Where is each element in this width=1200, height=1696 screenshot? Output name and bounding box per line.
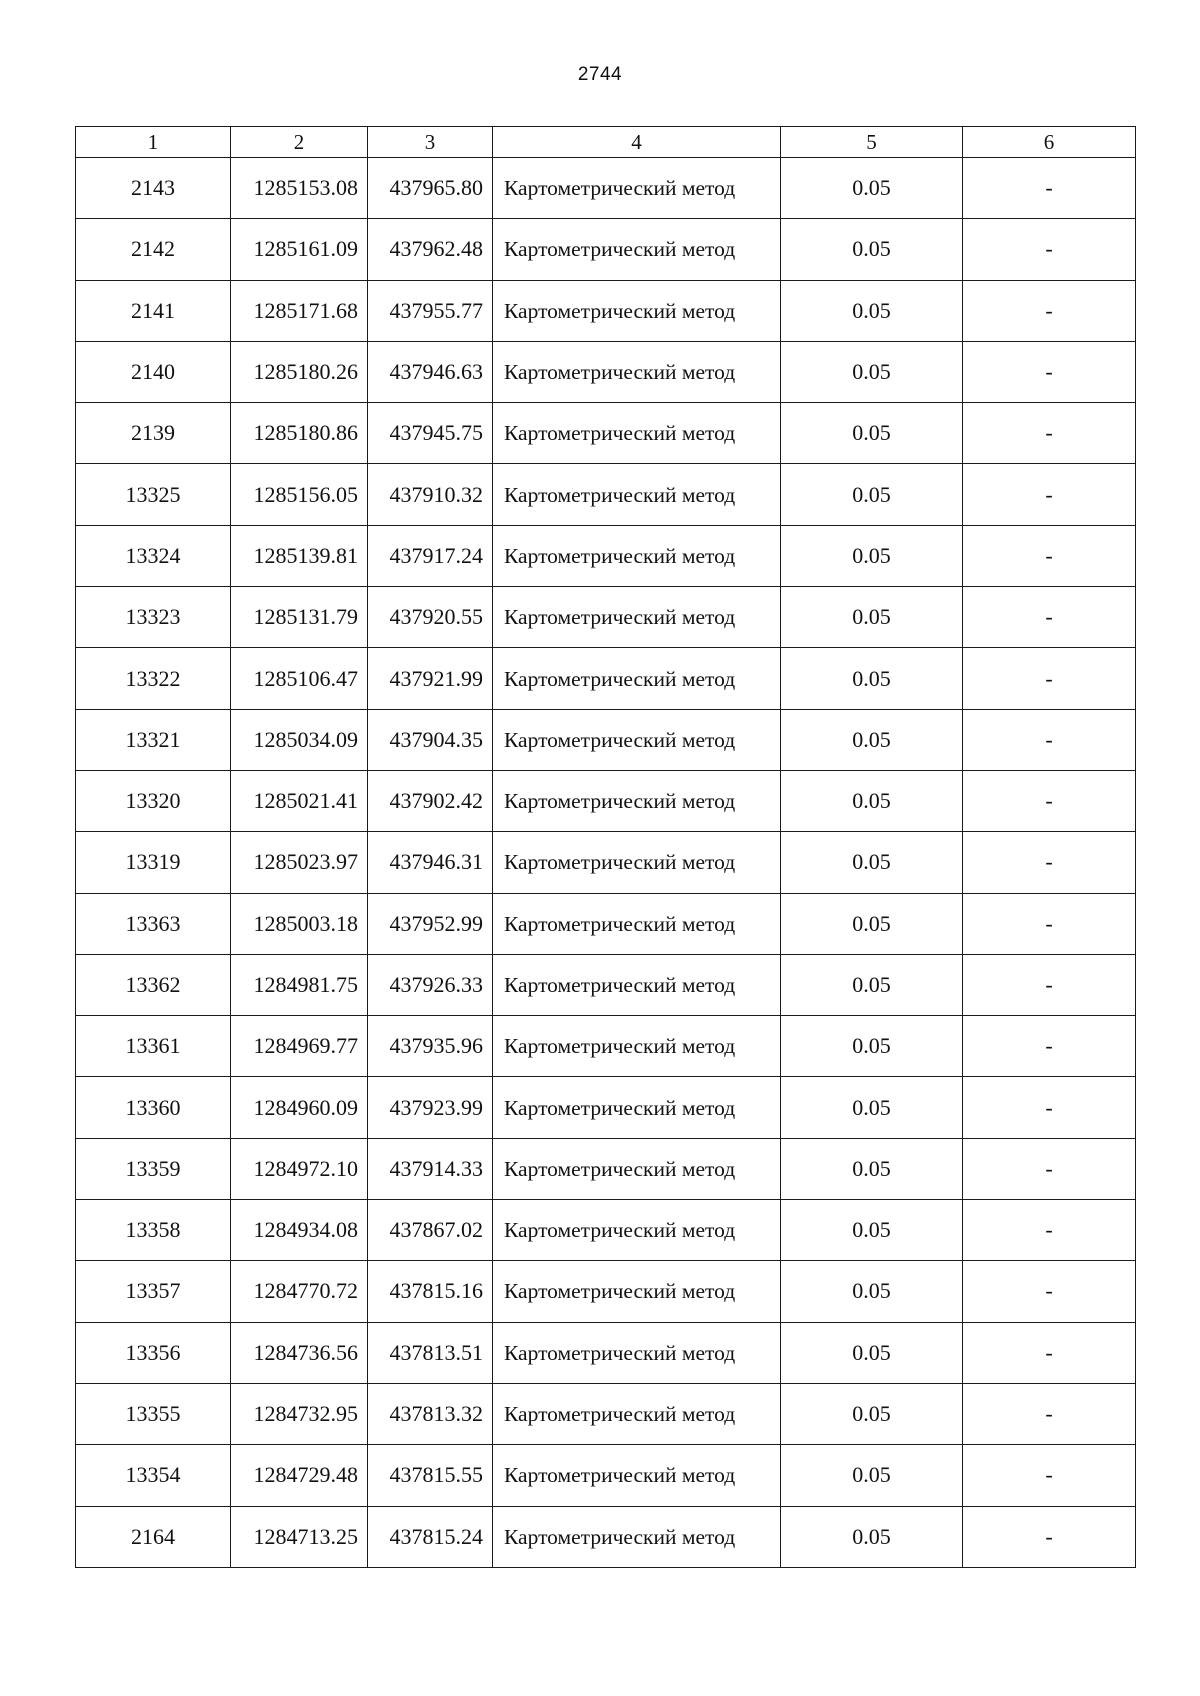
cell-note: - — [963, 1016, 1136, 1077]
cell-note: - — [963, 158, 1136, 219]
cell-accuracy: 0.05 — [781, 893, 963, 954]
cell-x-coordinate: 1284981.75 — [231, 954, 368, 1015]
table-row — [76, 1383, 1136, 1444]
cell-y-coordinate: 437917.24 — [368, 525, 493, 586]
cell-accuracy: 0.05 — [781, 1445, 963, 1506]
cell-method: Картометрический метод — [493, 648, 781, 709]
cell-point-number: 13363 — [76, 893, 231, 954]
cell-y-coordinate: 437815.55 — [368, 1445, 493, 1506]
table-body — [76, 158, 1136, 1568]
cell-x-coordinate: 1284960.09 — [231, 1077, 368, 1138]
cell-note: - — [963, 219, 1136, 280]
cell-x-coordinate: 1285021.41 — [231, 770, 368, 831]
cell-method: Картометрический метод — [493, 1383, 781, 1444]
cell-point-number: 13320 — [76, 770, 231, 831]
table-row — [76, 158, 1136, 219]
header-col-6: 6 — [963, 127, 1136, 158]
cell-note: - — [963, 1261, 1136, 1322]
cell-x-coordinate: 1284736.56 — [231, 1322, 368, 1383]
cell-note: - — [963, 1445, 1136, 1506]
cell-x-coordinate: 1285156.05 — [231, 464, 368, 525]
cell-method: Картометрический метод — [493, 1261, 781, 1322]
cell-x-coordinate: 1285180.26 — [231, 341, 368, 402]
cell-method: Картометрический метод — [493, 1016, 781, 1077]
header-col-5: 5 — [781, 127, 963, 158]
cell-note: - — [963, 1138, 1136, 1199]
cell-point-number: 13356 — [76, 1322, 231, 1383]
cell-accuracy: 0.05 — [781, 1322, 963, 1383]
table-row — [76, 1445, 1136, 1506]
cell-note: - — [963, 587, 1136, 648]
cell-accuracy: 0.05 — [781, 954, 963, 1015]
cell-method: Картометрический метод — [493, 1506, 781, 1567]
table-row — [76, 464, 1136, 525]
cell-y-coordinate: 437902.42 — [368, 770, 493, 831]
cell-x-coordinate: 1284972.10 — [231, 1138, 368, 1199]
header-col-4: 4 — [493, 127, 781, 158]
header-col-3: 3 — [368, 127, 493, 158]
cell-accuracy: 0.05 — [781, 1261, 963, 1322]
cell-point-number: 13354 — [76, 1445, 231, 1506]
cell-method: Картометрический метод — [493, 770, 781, 831]
cell-accuracy: 0.05 — [781, 1016, 963, 1077]
cell-y-coordinate: 437815.16 — [368, 1261, 493, 1322]
cell-method: Картометрический метод — [493, 709, 781, 770]
table-row — [76, 893, 1136, 954]
table-row — [76, 1077, 1136, 1138]
cell-x-coordinate: 1285034.09 — [231, 709, 368, 770]
cell-point-number: 13361 — [76, 1016, 231, 1077]
cell-note: - — [963, 403, 1136, 464]
cell-method: Картометрический метод — [493, 341, 781, 402]
cell-point-number: 13362 — [76, 954, 231, 1015]
cell-note: - — [963, 1200, 1136, 1261]
cell-note: - — [963, 709, 1136, 770]
cell-method: Картометрический метод — [493, 587, 781, 648]
table-row — [76, 1322, 1136, 1383]
cell-point-number: 13359 — [76, 1138, 231, 1199]
cell-point-number: 13358 — [76, 1200, 231, 1261]
cell-x-coordinate: 1285139.81 — [231, 525, 368, 586]
cell-accuracy: 0.05 — [781, 464, 963, 525]
cell-x-coordinate: 1285023.97 — [231, 832, 368, 893]
cell-note: - — [963, 280, 1136, 341]
cell-x-coordinate: 1284934.08 — [231, 1200, 368, 1261]
table-row — [76, 1200, 1136, 1261]
cell-accuracy: 0.05 — [781, 709, 963, 770]
page-number: 2744 — [577, 64, 623, 85]
cell-x-coordinate: 1285153.08 — [231, 158, 368, 219]
table-row — [76, 1016, 1136, 1077]
cell-accuracy: 0.05 — [781, 1383, 963, 1444]
cell-point-number: 2140 — [76, 341, 231, 402]
cell-note: - — [963, 770, 1136, 831]
cell-point-number: 13323 — [76, 587, 231, 648]
cell-x-coordinate: 1284713.25 — [231, 1506, 368, 1567]
cell-accuracy: 0.05 — [781, 587, 963, 648]
cell-x-coordinate: 1285180.86 — [231, 403, 368, 464]
cell-method: Картометрический метод — [493, 1138, 781, 1199]
table-row — [76, 770, 1136, 831]
cell-point-number: 13319 — [76, 832, 231, 893]
cell-note: - — [963, 525, 1136, 586]
cell-accuracy: 0.05 — [781, 832, 963, 893]
table-row — [76, 341, 1136, 402]
cell-point-number: 2164 — [76, 1506, 231, 1567]
cell-point-number: 13325 — [76, 464, 231, 525]
cell-y-coordinate: 437965.80 — [368, 158, 493, 219]
cell-y-coordinate: 437935.96 — [368, 1016, 493, 1077]
cell-accuracy: 0.05 — [781, 648, 963, 709]
cell-point-number: 13355 — [76, 1383, 231, 1444]
header-col-2: 2 — [231, 127, 368, 158]
table-row — [76, 832, 1136, 893]
cell-y-coordinate: 437921.99 — [368, 648, 493, 709]
cell-method: Картометрический метод — [493, 219, 781, 280]
cell-method: Картометрический метод — [493, 280, 781, 341]
cell-note: - — [963, 832, 1136, 893]
cell-x-coordinate: 1285161.09 — [231, 219, 368, 280]
cell-x-coordinate: 1285106.47 — [231, 648, 368, 709]
cell-accuracy: 0.05 — [781, 341, 963, 402]
header-col-1: 1 — [76, 127, 231, 158]
cell-accuracy: 0.05 — [781, 219, 963, 280]
cell-point-number: 13357 — [76, 1261, 231, 1322]
cell-point-number: 13360 — [76, 1077, 231, 1138]
cell-note: - — [963, 893, 1136, 954]
cell-point-number: 13321 — [76, 709, 231, 770]
cell-accuracy: 0.05 — [781, 770, 963, 831]
cell-point-number: 13322 — [76, 648, 231, 709]
table-row — [76, 587, 1136, 648]
cell-y-coordinate: 437920.55 — [368, 587, 493, 648]
table-row — [76, 954, 1136, 1015]
cell-method: Картометрический метод — [493, 1322, 781, 1383]
cell-note: - — [963, 1077, 1136, 1138]
cell-x-coordinate: 1284729.48 — [231, 1445, 368, 1506]
table-row — [76, 525, 1136, 586]
cell-note: - — [963, 648, 1136, 709]
cell-method: Картометрический метод — [493, 1077, 781, 1138]
cell-point-number: 2143 — [76, 158, 231, 219]
cell-note: - — [963, 1506, 1136, 1567]
cell-method: Картометрический метод — [493, 832, 781, 893]
cell-y-coordinate: 437914.33 — [368, 1138, 493, 1199]
cell-y-coordinate: 437904.35 — [368, 709, 493, 770]
table-row — [76, 280, 1136, 341]
cell-y-coordinate: 437946.63 — [368, 341, 493, 402]
cell-point-number: 2141 — [76, 280, 231, 341]
cell-accuracy: 0.05 — [781, 1138, 963, 1199]
cell-y-coordinate: 437955.77 — [368, 280, 493, 341]
cell-method: Картометрический метод — [493, 893, 781, 954]
table-row — [76, 709, 1136, 770]
cell-x-coordinate: 1285131.79 — [231, 587, 368, 648]
cell-y-coordinate: 437813.51 — [368, 1322, 493, 1383]
cell-y-coordinate: 437867.02 — [368, 1200, 493, 1261]
cell-y-coordinate: 437952.99 — [368, 893, 493, 954]
cell-y-coordinate: 437946.31 — [368, 832, 493, 893]
cell-note: - — [963, 464, 1136, 525]
cell-point-number: 2139 — [76, 403, 231, 464]
coordinates-table — [75, 126, 1136, 1568]
cell-note: - — [963, 1322, 1136, 1383]
cell-y-coordinate: 437923.99 — [368, 1077, 493, 1138]
cell-note: - — [963, 341, 1136, 402]
cell-y-coordinate: 437926.33 — [368, 954, 493, 1015]
cell-accuracy: 0.05 — [781, 403, 963, 464]
cell-y-coordinate: 437962.48 — [368, 219, 493, 280]
cell-x-coordinate: 1285171.68 — [231, 280, 368, 341]
table-row — [76, 1506, 1136, 1567]
cell-point-number: 2142 — [76, 219, 231, 280]
cell-x-coordinate: 1284732.95 — [231, 1383, 368, 1444]
cell-note: - — [963, 954, 1136, 1015]
cell-y-coordinate: 437815.24 — [368, 1506, 493, 1567]
cell-accuracy: 0.05 — [781, 525, 963, 586]
cell-method: Картометрический метод — [493, 158, 781, 219]
table-row — [76, 1138, 1136, 1199]
cell-x-coordinate: 1284770.72 — [231, 1261, 368, 1322]
cell-method: Картометрический метод — [493, 525, 781, 586]
cell-method: Картометрический метод — [493, 1200, 781, 1261]
cell-y-coordinate: 437945.75 — [368, 403, 493, 464]
table-row — [76, 403, 1136, 464]
cell-point-number: 13324 — [76, 525, 231, 586]
cell-accuracy: 0.05 — [781, 1077, 963, 1138]
cell-accuracy: 0.05 — [781, 1200, 963, 1261]
table-row — [76, 648, 1136, 709]
cell-accuracy: 0.05 — [781, 158, 963, 219]
cell-y-coordinate: 437910.32 — [368, 464, 493, 525]
header-row — [76, 127, 1136, 158]
cell-accuracy: 0.05 — [781, 1506, 963, 1567]
cell-y-coordinate: 437813.32 — [368, 1383, 493, 1444]
cell-accuracy: 0.05 — [781, 280, 963, 341]
cell-x-coordinate: 1284969.77 — [231, 1016, 368, 1077]
cell-note: - — [963, 1383, 1136, 1444]
cell-method: Картометрический метод — [493, 403, 781, 464]
table-header — [76, 127, 1136, 158]
cell-x-coordinate: 1285003.18 — [231, 893, 368, 954]
table-row — [76, 1261, 1136, 1322]
cell-method: Картометрический метод — [493, 954, 781, 1015]
cell-method: Картометрический метод — [493, 1445, 781, 1506]
table-row — [76, 219, 1136, 280]
cell-method: Картометрический метод — [493, 464, 781, 525]
